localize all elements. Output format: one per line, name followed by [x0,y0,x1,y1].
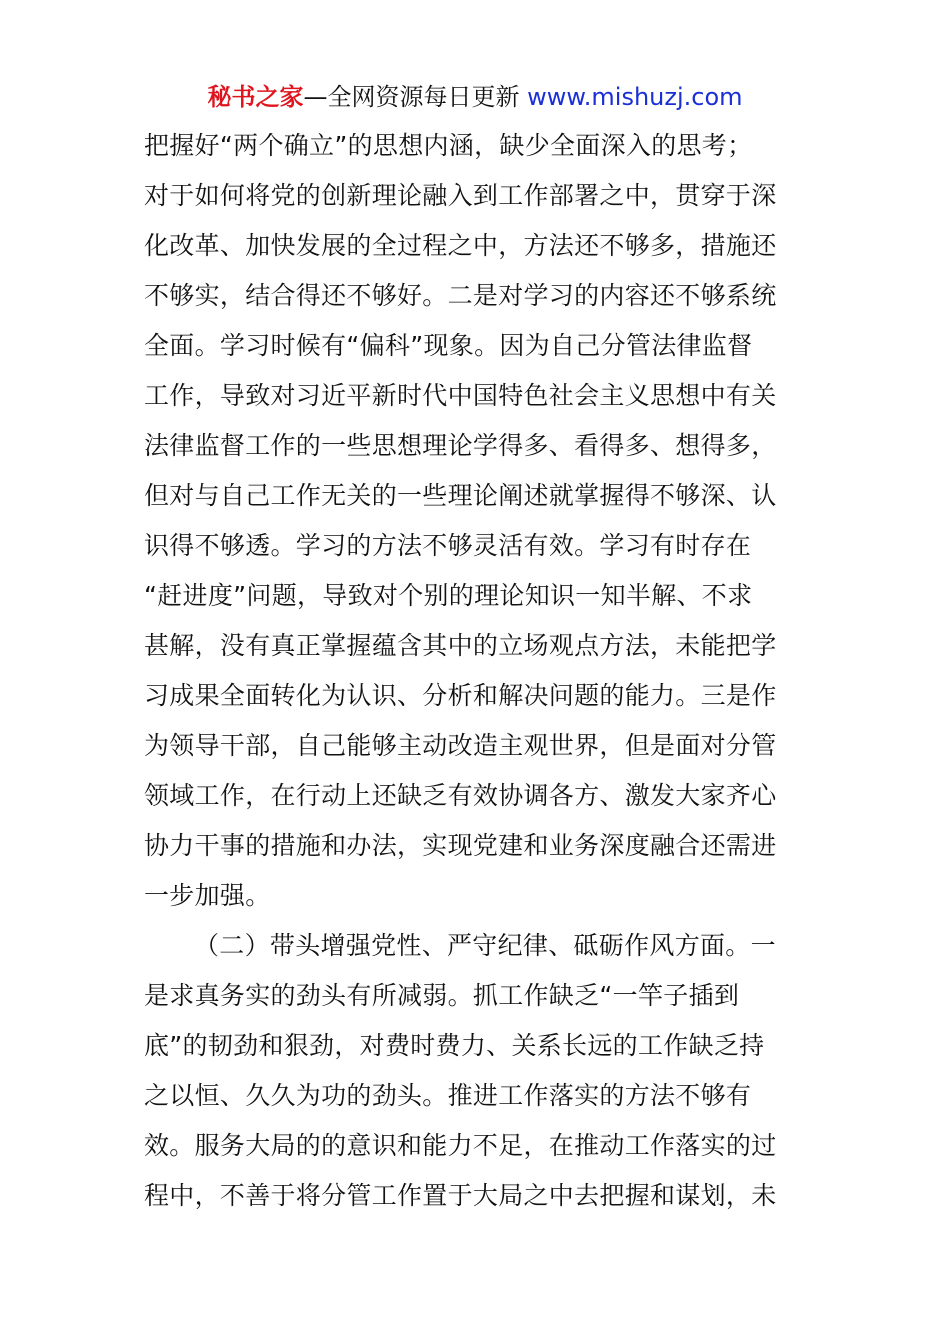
text-line: 程中，不善于将分管工作置于大局之中去把握和谋划，未 [144,1181,777,1210]
text-line: 法律监督工作的一些思想理论学得多、看得多、想得多， [144,431,777,460]
text-line: 领域工作，在行动上还缺乏有效协调各方、激发大家齐心 [144,781,777,810]
document-body [144,121,808,1221]
text-line: 把握好“两个确立”的思想内涵，缺少全面深入的思考； [144,131,753,160]
text-line: 之以恒、久久为功的劲头。推进工作落实的方法不够有 [144,1081,752,1110]
text-line: 为领导干部，自己能够主动改造主观世界，但是面对分管 [144,731,777,760]
text-line: 全面。学习时候有“偏科”现象。因为自己分管法律监督 [144,331,753,360]
text-line: 底”的韧劲和狠劲，对费时费力、关系长远的工作缺乏持 [144,1031,765,1060]
text-line: 效。服务大局的的意识和能力不足，在推动工作落实的过 [144,1131,777,1160]
text-line: 识得不够透。学习的方法不够灵活有效。学习有时存在 [144,531,752,560]
text-line: 化改革、加快发展的全过程之中，方法还不够多，措施还 [144,231,777,260]
text-line: 但对与自己工作无关的一些理论阐述就掌握得不够深、认 [144,481,777,510]
site-url-link[interactable]: www.mishuzj.com [527,83,743,111]
text-line: 协力干事的措施和办法，实现党建和业务深度融合还需进 [144,831,777,860]
text-line: 工作，导致对习近平新时代中国特色社会主义思想中有关 [144,381,777,410]
page-header [0,80,950,114]
text-line: 是求真务实的劲头有所减弱。抓工作缺乏“一竿子插到 [144,981,740,1010]
text-line: 一步加强。 [144,881,271,910]
site-brand: 秘书之家 [207,83,304,111]
text-line: 习成果全面转化为认识、分析和解决问题的能力。三是作 [144,681,777,710]
text-line: “赶进度”问题，导致对个别的理论知识一知半解、不求 [144,581,753,610]
section-heading-line: （二）带头增强党性、严守纪律、砥砺作风方面。一 [194,931,776,960]
text-line: 对于如何将党的创新理论融入到工作部署之中，贯穿于深 [144,181,777,210]
text-line: 甚解，没有真正掌握蕴含其中的立场观点方法，未能把学 [144,631,777,660]
text-line: 不够实，结合得还不够好。二是对学习的内容还不够系统 [144,281,777,310]
site-tagline: —全网资源每日更新 [303,83,528,111]
